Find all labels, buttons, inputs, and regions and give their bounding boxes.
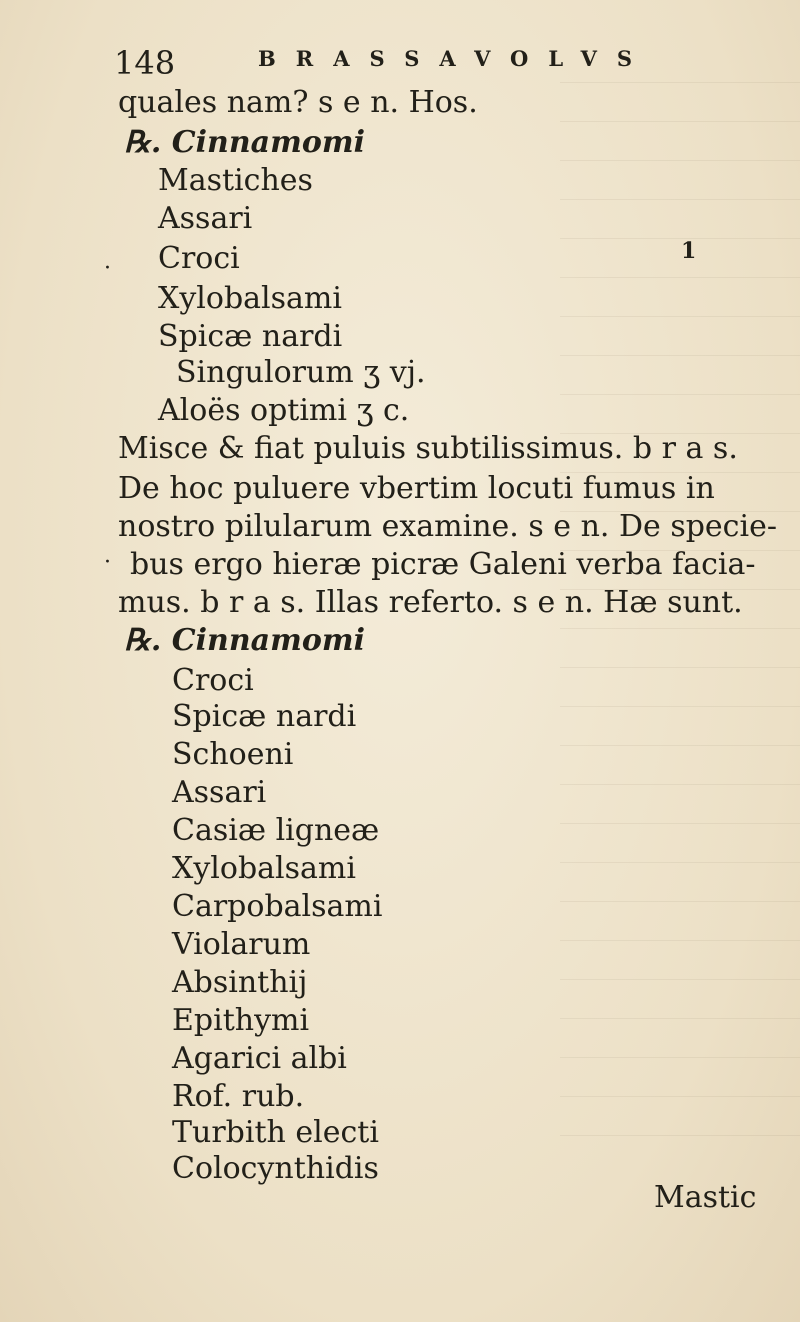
text-line: ℞. Cinnamomi [124, 125, 366, 160]
stray-dot: · [104, 550, 111, 575]
text-line: Singulorum ʒ vj. [176, 355, 426, 390]
text-line: ℞. Cinnamomi [124, 623, 366, 658]
text-line: Rof. rub. [172, 1079, 305, 1114]
text-line: bus ergo hieræ picræ Galeni verba facia- [130, 547, 756, 582]
text-line: Assari [172, 775, 267, 810]
text-line: Spicæ nardi [158, 319, 343, 354]
text-line: Carpobalsami [172, 889, 383, 924]
text-line: De hoc puluere vbertim locuti fumus in [118, 471, 715, 506]
text-line: Assari [158, 201, 253, 236]
text-line: quales nam? s e n. Hos. [118, 85, 478, 120]
catchword: Mastic [654, 1180, 757, 1215]
text-line: Absinthij [172, 965, 308, 1000]
text-line: Misce & fiat puluis subtilissimus. b r a s. [118, 431, 738, 466]
margin-mark: 1 [681, 238, 697, 264]
text-line: nostro pilularum examine. s e n. De specie- [118, 509, 777, 544]
text-line: Agarici albi [172, 1041, 347, 1076]
text-line: Casiæ ligneæ [172, 813, 380, 848]
text-line: Epithymi [172, 1003, 310, 1038]
text-line: Xylobalsami [158, 281, 342, 316]
text-line: mus. b r a s. Illas referto. s e n. Hæ sunt. [118, 585, 743, 620]
text-line: Xylobalsami [172, 851, 356, 886]
text-line: Schoeni [172, 737, 294, 772]
text-line: Violarum [172, 927, 311, 962]
stray-dot: · [104, 256, 111, 281]
text-line: Croci [158, 241, 240, 276]
running-head: BRASSAVOLVS [258, 46, 653, 71]
text-line: Aloës optimi ʒ c. [158, 393, 410, 428]
text-line: Croci [172, 663, 254, 698]
text-line: Colocynthidis [172, 1151, 379, 1186]
text-line: Turbith electi [172, 1115, 379, 1150]
text-line: Spicæ nardi [172, 699, 357, 734]
text-line: Mastiches [158, 163, 313, 198]
page-number: 148 [114, 44, 176, 82]
